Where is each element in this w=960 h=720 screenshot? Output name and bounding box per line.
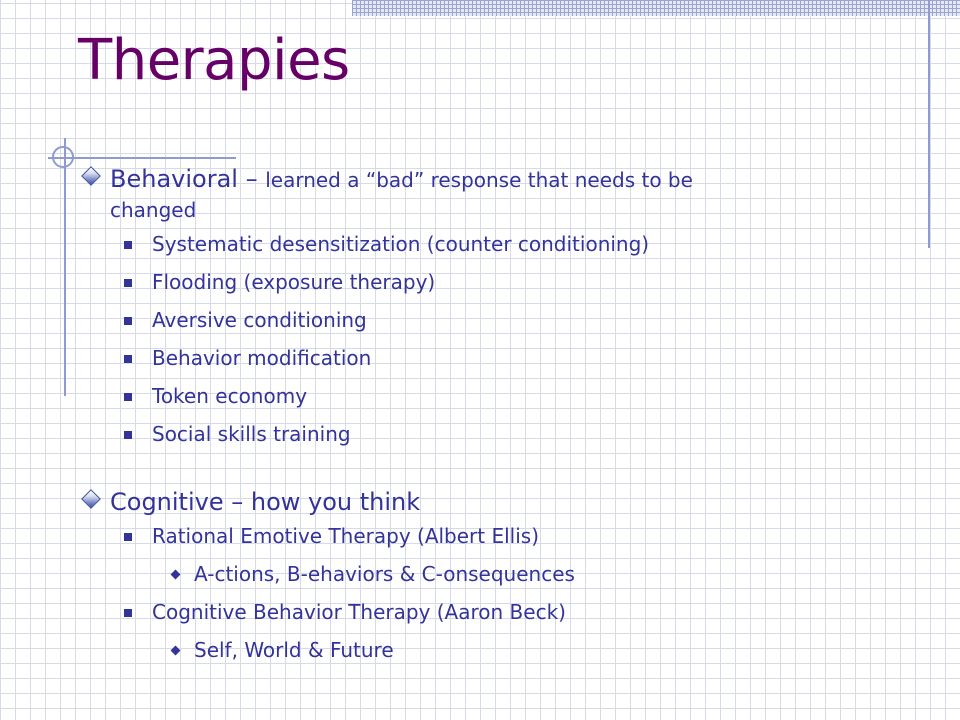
behavioral-heading: Behavioral – <box>110 165 266 193</box>
list-item <box>80 415 840 453</box>
cognitive-subitem-label: A-ctions, B-ehaviors & C-onsequences <box>194 562 575 586</box>
behavioral-item-label: Flooding (exposure therapy) <box>152 270 436 294</box>
bullet-behavioral <box>80 164 840 225</box>
list-item <box>80 593 840 631</box>
behavioral-item-label: Behavior modification <box>152 346 372 370</box>
diamond-bullet-icon <box>81 166 101 186</box>
behavioral-item-label: Aversive conditioning <box>152 308 367 332</box>
decorative-top-strip <box>352 0 960 16</box>
square-bullet-icon <box>124 431 132 439</box>
list-item <box>80 517 840 555</box>
cognitive-item-label: Rational Emotive Therapy (Albert Ellis) <box>152 524 540 548</box>
behavioral-item-label: Social skills training <box>152 422 351 446</box>
section-spacer <box>80 453 840 487</box>
square-bullet-icon <box>124 317 132 325</box>
decorative-left-horizontal-line <box>48 157 236 159</box>
square-bullet-icon <box>124 241 132 249</box>
slide-content <box>80 164 840 669</box>
square-bullet-icon <box>124 355 132 363</box>
list-item <box>80 263 840 301</box>
behavioral-item-label: Token economy <box>152 384 308 408</box>
small-diamond-bullet-icon <box>171 646 181 656</box>
decorative-left-vertical-line <box>64 138 66 396</box>
behavioral-description: learned a “bad” response that needs to be <box>265 168 693 192</box>
square-bullet-icon <box>124 393 132 401</box>
list-subitem <box>80 631 840 669</box>
small-diamond-bullet-icon <box>171 570 181 580</box>
behavioral-description-cont: changed <box>110 198 197 222</box>
behavioral-item-label: Systematic desensitization (counter conditioning) <box>152 232 650 256</box>
list-item <box>80 301 840 339</box>
bullet-cognitive <box>80 487 840 517</box>
list-item <box>80 225 840 263</box>
list-item <box>80 339 840 377</box>
list-item <box>80 377 840 415</box>
slide-title: Therapies <box>78 28 350 93</box>
list-subitem <box>80 555 840 593</box>
cognitive-subitem-label: Self, World & Future <box>194 638 394 662</box>
decorative-right-line <box>928 0 930 248</box>
square-bullet-icon <box>124 533 132 541</box>
decorative-circle <box>52 146 74 168</box>
cognitive-heading: Cognitive – how you think <box>110 488 421 516</box>
diamond-bullet-icon <box>81 489 101 509</box>
cognitive-item-label: Cognitive Behavior Therapy (Aaron Beck) <box>152 600 566 624</box>
square-bullet-icon <box>124 609 132 617</box>
square-bullet-icon <box>124 279 132 287</box>
